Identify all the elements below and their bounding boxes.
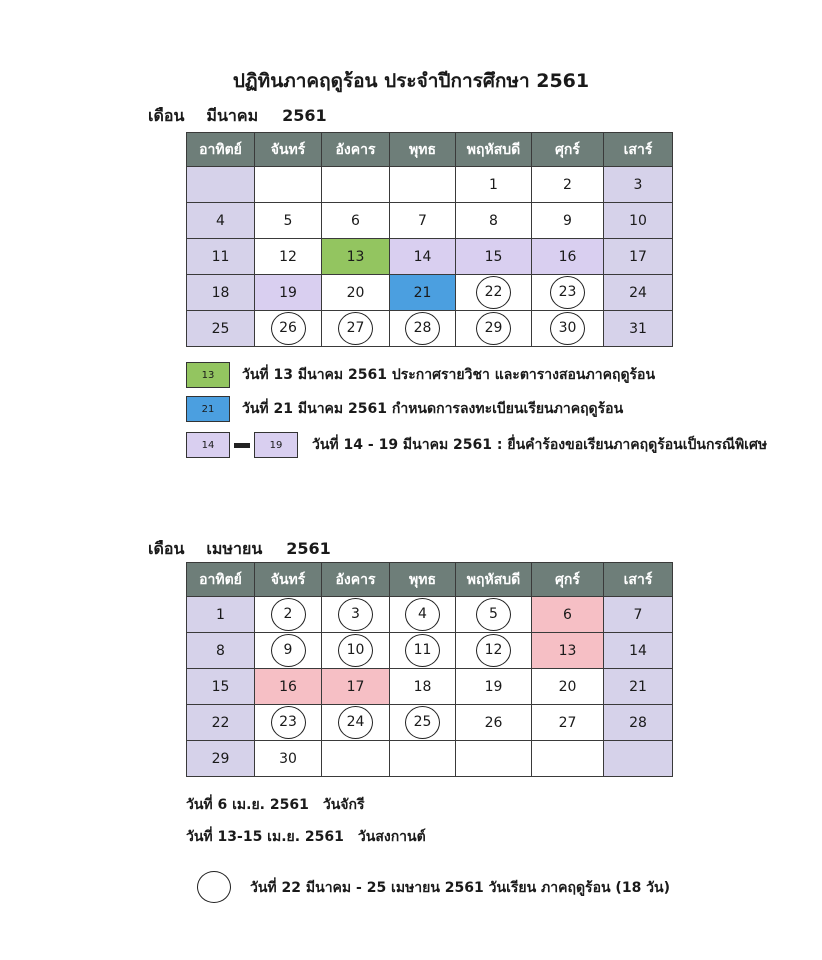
- day-cell: [255, 705, 322, 741]
- day-cell: 30: [255, 741, 322, 777]
- week-row: [187, 203, 673, 239]
- day-cell: [390, 741, 456, 777]
- day-cell: 1: [187, 597, 255, 633]
- note-text: วันสงกานต์: [357, 829, 426, 845]
- month-year: 2561: [286, 539, 331, 558]
- day-cell: 8: [456, 203, 532, 239]
- day-cell: [456, 597, 532, 633]
- weekday-header: เสาร์: [604, 133, 673, 167]
- day-cell: [390, 597, 456, 633]
- weekday-header: จันทร์: [255, 133, 322, 167]
- day-cell: 4: [187, 203, 255, 239]
- circled-day: 23: [271, 706, 306, 739]
- day-cell: [322, 741, 390, 777]
- day-cell: [456, 275, 532, 311]
- day-cell: 8: [187, 633, 255, 669]
- day-cell: 3: [604, 167, 673, 203]
- day-cell: 21: [390, 275, 456, 311]
- day-cell: 1: [456, 167, 532, 203]
- april-month-label: [148, 537, 331, 562]
- month-name: มีนาคม: [206, 106, 259, 125]
- note-date: วันที่ 13-15 เม.ย. 2561: [186, 829, 344, 845]
- day-cell: 15: [456, 239, 532, 275]
- circled-day: 4: [405, 598, 440, 631]
- week-row: [187, 311, 673, 347]
- legend-blue-text: วันที่ 21 มีนาคม 2561 กำหนดการลงทะเบียนเรียนภาคฤดูร้อน: [242, 401, 624, 417]
- day-cell: 2: [532, 167, 604, 203]
- circled-day: 24: [338, 706, 373, 739]
- day-cell: [532, 275, 604, 311]
- circled-day: 28: [405, 312, 440, 345]
- circled-day: 23: [550, 276, 585, 309]
- day-cell: [456, 311, 532, 347]
- day-cell: 26: [456, 705, 532, 741]
- day-cell: 21: [604, 669, 673, 705]
- note-songkran: [186, 826, 426, 848]
- weekday-header: อังคาร: [322, 133, 390, 167]
- day-cell: [532, 741, 604, 777]
- month-name: เมษายน: [206, 539, 263, 558]
- month-year: 2561: [282, 106, 327, 125]
- week-row: [187, 633, 673, 669]
- week-row: [187, 669, 673, 705]
- day-cell: 5: [255, 203, 322, 239]
- day-cell: [322, 167, 390, 203]
- week-row: [187, 597, 673, 633]
- day-cell: 20: [322, 275, 390, 311]
- circled-day: 10: [338, 634, 373, 667]
- day-cell: [456, 741, 532, 777]
- day-cell: [322, 633, 390, 669]
- week-row: [187, 741, 673, 777]
- weekday-header: พุทธ: [390, 563, 456, 597]
- weekday-header: อาทิตย์: [187, 133, 255, 167]
- march-weeks: [187, 167, 673, 347]
- month-prefix: เดือน: [148, 106, 185, 125]
- weekday-header: พฤหัสบดี: [456, 563, 532, 597]
- blue-swatch: 21: [186, 396, 230, 422]
- circled-day: 11: [405, 634, 440, 667]
- day-cell: [255, 167, 322, 203]
- day-cell: [322, 311, 390, 347]
- day-cell: 27: [532, 705, 604, 741]
- circled-day: 26: [271, 312, 306, 345]
- day-cell: 11: [187, 239, 255, 275]
- weekday-header: ศุกร์: [532, 563, 604, 597]
- day-cell: 13: [322, 239, 390, 275]
- note-date: วันที่ 6 เม.ย. 2561: [186, 797, 309, 813]
- day-cell: 20: [532, 669, 604, 705]
- weekday-header: พฤหัสบดี: [456, 133, 532, 167]
- day-cell: 17: [322, 669, 390, 705]
- day-cell: 19: [255, 275, 322, 311]
- day-cell: 14: [604, 633, 673, 669]
- day-cell: 14: [390, 239, 456, 275]
- day-cell: [322, 597, 390, 633]
- weekday-header: อังคาร: [322, 563, 390, 597]
- circled-day: 2: [271, 598, 306, 631]
- week-row: [187, 275, 673, 311]
- lavender-swatch-end: 19: [254, 432, 298, 458]
- week-row: [187, 167, 673, 203]
- weekday-header-row: [187, 563, 673, 597]
- circled-day: 5: [476, 598, 511, 631]
- day-cell: [390, 633, 456, 669]
- day-cell: 6: [532, 597, 604, 633]
- day-cell: 18: [187, 275, 255, 311]
- circled-day: 25: [405, 706, 440, 739]
- day-cell: 18: [390, 669, 456, 705]
- weekday-header: จันทร์: [255, 563, 322, 597]
- day-cell: 24: [604, 275, 673, 311]
- day-cell: [255, 633, 322, 669]
- weekday-header: พุทธ: [390, 133, 456, 167]
- day-cell: [187, 167, 255, 203]
- day-cell: [255, 311, 322, 347]
- page-title: ปฏิทินภาคฤดูร้อน ประจำปีการศึกษา 2561: [232, 70, 590, 92]
- day-cell: 29: [187, 741, 255, 777]
- day-cell: 31: [604, 311, 673, 347]
- circled-day: 22: [476, 276, 511, 309]
- circled-day: 12: [476, 634, 511, 667]
- month-prefix: เดือน: [148, 539, 185, 558]
- day-cell: [390, 167, 456, 203]
- day-cell: 9: [532, 203, 604, 239]
- legend-blue: [186, 396, 623, 422]
- day-cell: 12: [255, 239, 322, 275]
- circled-day: 30: [550, 312, 585, 345]
- day-cell: [604, 741, 673, 777]
- day-cell: 16: [255, 669, 322, 705]
- day-cell: 25: [187, 311, 255, 347]
- legend-green: [186, 362, 655, 388]
- day-cell: 10: [604, 203, 673, 239]
- march-month-label: [148, 104, 327, 129]
- legend-lavender-text: วันที่ 14 - 19 มีนาคม 2561 : ยื่นคำร้องขอเรียนภาคฤดูร้อนเป็นกรณีพิเศษ: [312, 437, 768, 453]
- range-dash: [234, 443, 250, 448]
- day-cell: 19: [456, 669, 532, 705]
- day-cell: 15: [187, 669, 255, 705]
- day-cell: [255, 597, 322, 633]
- green-swatch: 13: [186, 362, 230, 388]
- legend-green-text: วันที่ 13 มีนาคม 2561 ประกาศรายวิชา และตารางสอนภาคฤดูร้อน: [242, 367, 656, 383]
- day-cell: 28: [604, 705, 673, 741]
- circle-legend-icon: [197, 871, 231, 903]
- note-chakri-day: [186, 794, 364, 816]
- weekday-header: อาทิตย์: [187, 563, 255, 597]
- lavender-swatch-start: 14: [186, 432, 230, 458]
- week-row: [187, 705, 673, 741]
- day-cell: 6: [322, 203, 390, 239]
- april-weeks: [187, 597, 673, 777]
- circled-day: 3: [338, 598, 373, 631]
- day-cell: [532, 311, 604, 347]
- day-cell: [390, 311, 456, 347]
- circled-day: 29: [476, 312, 511, 345]
- day-cell: 7: [604, 597, 673, 633]
- note-text: วันจักรี: [322, 797, 365, 813]
- weekday-header: เสาร์: [604, 563, 673, 597]
- circled-day: 27: [338, 312, 373, 345]
- legend-lavender: [186, 432, 767, 458]
- day-cell: [390, 705, 456, 741]
- day-cell: [322, 705, 390, 741]
- circle-legend-text: วันที่ 22 มีนาคม - 25 เมษายน 2561 วันเรียน ภาคฤดูร้อน (18 วัน): [250, 880, 671, 896]
- day-cell: 22: [187, 705, 255, 741]
- circled-day: 9: [271, 634, 306, 667]
- week-row: [187, 239, 673, 275]
- march-calendar: [186, 132, 673, 347]
- weekday-header-row: [187, 133, 673, 167]
- weekday-header: ศุกร์: [532, 133, 604, 167]
- day-cell: 7: [390, 203, 456, 239]
- day-cell: 13: [532, 633, 604, 669]
- day-cell: [456, 633, 532, 669]
- april-calendar: [186, 562, 673, 777]
- day-cell: 17: [604, 239, 673, 275]
- day-cell: 16: [532, 239, 604, 275]
